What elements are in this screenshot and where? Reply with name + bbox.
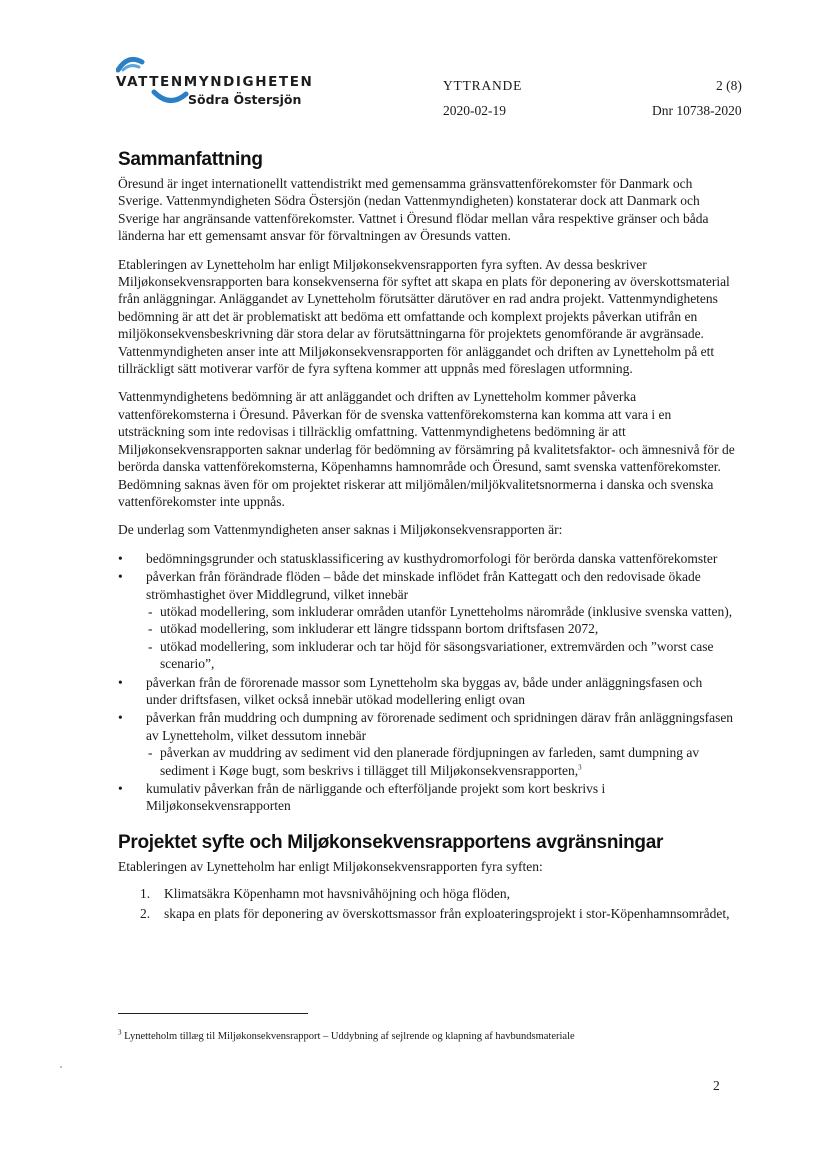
page-number: 2 xyxy=(713,1078,720,1093)
paragraph: De underlag som Vattenmyndigheten anser saknas i Miljøkonsekvensrapporten är: xyxy=(118,522,563,538)
document-date: 2020-02-19 xyxy=(443,103,506,118)
sub-list xyxy=(146,744,736,779)
footnote-divider xyxy=(118,1013,308,1014)
agency-logo xyxy=(116,52,314,112)
list-item: • bedömningsgrunder och statusklassificering av kusthydromorfologi för berörda danska vattenförekomster xyxy=(118,550,736,567)
numbered-item: 1. Klimatsäkra Köpenhamn mot havsnivåhöjning och höga flöden, xyxy=(140,886,511,902)
org-subtitle: Södra Östersjön xyxy=(188,92,302,107)
numbered-item: 2. skapa en plats för deponering av överskottsmassor från exploateringsprojekt i stor-Köpenhamnsområdet, xyxy=(140,905,730,921)
list-item: • kumulativ påverkan från de närliggande och efterföljande projekt som kort beskrivs i Miljøkonsekvensrapporten xyxy=(118,780,736,815)
registration-number: Dnr 10738-2020 xyxy=(652,103,742,118)
section-heading-purpose: Projektet syfte och Miljøkonsekvensrapportens avgränsningar xyxy=(118,831,664,853)
sub-list-item: - utökad modellering, som inkluderar ett längre tidsspann bortom driftsfasen 2072, xyxy=(146,620,736,637)
paragraph: Etableringen av Lynetteholm har enligt Miljøkonsekvensrapporten fyra syften. Av dessa beskriver Miljøkonsekvensrapporten bara konsekvenserna för syftet att skapa en plats för deponering av överskottsmaterial från anläggningar. Anläggandet av Lynetteholm förutsätter därutöver en rad andra projekt. Vattenmyndighetens bedömning är att det är problematiskt att bedöma ett omfattande och komplext projekts påverkan utifrån en miljökonsekvensbeskrivning där stora delar av förutsättningarna för projektets genomförande är avgränsade. Vattenmyndigheten anser inte att Miljøkonsekvensrapporten för anläggandet och driften av Lynetteholm på ett tillräckligt sätt motiverar varför de fyra syftena kommer att uppnås med föreslagen utformning. xyxy=(118,256,730,377)
list-item: • påverkan från muddring och dumpning av förorenade sediment och spridningen därav från anläggningsfasen av Lynetteholm, vilket dessutom innebär - påverkan av muddring av sediment vid den planerade fördjupningen av farleden, samt dumpning av sediment i Køge bugt, som beskrivs i tillägget till Miljøkonsekvensrapporten,$^3$ xyxy=(118,709,736,779)
list-item: • påverkan från förändrade flöden – både det minskade inflödet från Kattegatt och den redovisade ökade strömhastighet över Middlegrund, vilket innebär - utökad modellering, som inkluderar områden utanför Lynetteholms närområde (inklusive svenska vatten), - utökad modellering, som inkluderar ett längre tidsspann bortom driftsfasen 2072, - utökad modellering, som inkluderar och tar höjd för säsongsvariationer, extremvärden och ”worst case scenario”, xyxy=(118,568,736,672)
footnote-marker: 3 xyxy=(118,1028,122,1037)
sub-list-item: - påverkan av muddring av sediment vid den planerade fördjupningen av farleden, samt dumpning av sediment i Køge bugt, som beskrivs i tillägget till Miljøkonsekvensrapporten,$^3$ xyxy=(146,744,736,779)
footnote: $^3$ Lynetteholm tillæg til Miljøkonsekvensrapport – Uddybning af sejlrende og klapning af havbundsmateriale xyxy=(118,1028,575,1042)
page-count: 2 (8) xyxy=(716,78,742,93)
sub-list-item: - utökad modellering, som inkluderar områden utanför Lynetteholms närområde (inklusive svenska vatten), xyxy=(146,603,736,620)
org-name: VATTENMYNDIGHETEN xyxy=(116,74,314,90)
document-type: YTTRANDE xyxy=(443,78,523,93)
section-heading-summary: Sammanfattning xyxy=(118,149,263,170)
footnote-ref[interactable]: 3 xyxy=(578,763,582,772)
paragraph: Etableringen av Lynetteholm har enligt Miljøkonsekvensrapporten fyra syften: xyxy=(118,858,543,874)
paragraph: Vattenmyndighetens bedömning är att anläggandet och driften av Lynetteholm kommer påverka vattenförekomsterna i Öresund. Påverkan för de svenska vattenförekomsterna kan komma att vara i en utsträckning som inte redovisas i tillräcklig omfattning. Vattenmyndighetens bedömning är att Miljøkonsekvensrapporten saknar underlag för bedömning av försämring på kvalitetsfaktor- och ämnesnivå för de berörda danska vattenförekomsterna, Köpenhamns hamnområde och Öresund, samt svenska vattenförekomster. Bedömning saknas även för om projektet riskerar att miljömålen/miljökvalitetsnormerna i danska och svenska vattenförekomster inte uppnås. xyxy=(118,389,735,509)
sub-list xyxy=(146,603,736,673)
item-number: 2. xyxy=(140,905,151,921)
missing-data-list xyxy=(118,550,736,815)
item-number: 1. xyxy=(140,886,151,902)
purpose-list xyxy=(118,885,736,922)
document-body xyxy=(118,148,736,924)
scan-speck xyxy=(60,1066,62,1068)
list-item: • påverkan från de förorenade massor som Lynetteholm ska byggas av, både under anläggningsfasen och under driftsfasen, vilket också innebär utökad modellering enligt ovan xyxy=(118,674,736,709)
paragraph: Öresund är inget internationellt vattendistrikt med gemensamma gränsvattenförekomster för Danmark och Sverige. Vattenmyndigheten Södra Östersjön (nedan Vattenmyndigheten) konstaterar dock att Danmark och Sverige har angränsande vattenförekomster. Vattnet i Öresund flödar mellan våra respektive gränser och båda länderna har ett gemensamt ansvar för förvaltningen av Öresunds vatten. xyxy=(118,176,709,244)
sub-list-item: - utökad modellering, som inkluderar och tar höjd för säsongsvariationer, extremvärden och ”worst case scenario”, xyxy=(146,638,736,673)
